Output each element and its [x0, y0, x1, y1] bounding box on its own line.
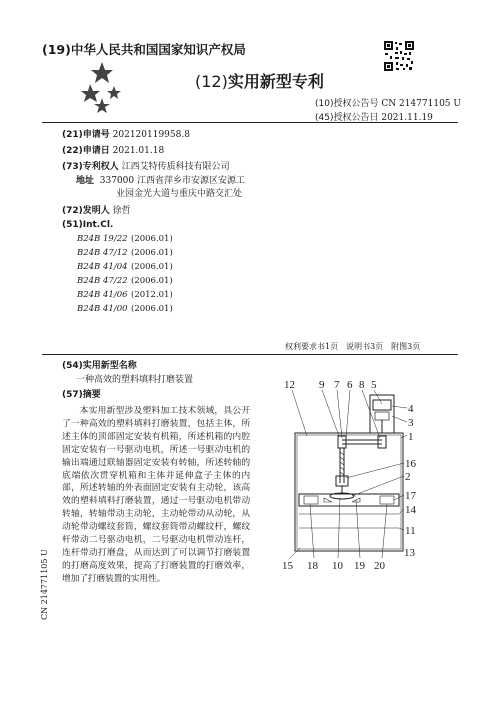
- label-8: 8: [359, 379, 365, 391]
- motor-two: [336, 476, 348, 486]
- label-19: 19: [354, 560, 365, 572]
- application-number: (21)申请号 202120119958.8: [62, 130, 190, 140]
- label-6: 6: [347, 379, 353, 391]
- application-date: (22)申请日 2021.01.18: [62, 146, 165, 156]
- side-publication-number: CN 214771105 U: [40, 549, 49, 620]
- section-rule: [42, 354, 458, 355]
- owner-address-line2: 业园金光大道与重庆中路交汇处: [116, 189, 243, 199]
- patent-owner: (73)专利权人 江西艾特传质科技有限公司: [62, 162, 230, 172]
- label-4: 4: [408, 403, 414, 415]
- owner-address: 地址 337000 江西省萍乡市安源区安源工: [76, 176, 245, 186]
- utility-model-name-label: (54)实用新型名称: [62, 361, 137, 371]
- main-body: [295, 433, 403, 551]
- label-11: 11: [405, 525, 416, 537]
- ipc-entry: B24B 41/04 (2006.01): [77, 262, 173, 272]
- drawing-svg: [262, 378, 432, 578]
- label-16: 16: [405, 458, 416, 470]
- label-13: 13: [404, 547, 415, 559]
- abstract-text: 本实用新型涉及塑料加工技术领域，具公开了一种高效的塑料填料打磨装置，包括主体，所述主体的顶部固定安装有机箱，所述机箱的内腔固定安装有一号驱动电机，所述一号驱动电机的输出端通过联轴器固定安装有转轴，所述转轴的底端依次贯穿机箱和主体并延伸盒子主体的内部，所述转轴的外表面固定安装有主动轮，该高效的塑料填料打磨装置，通过一号驱动电机带动转轴，转轴带动主动轮，主动轮带动从动轮，从动轮带动螺纹套筒，螺纹套筒带动螺纹杆，螺纹杆带动二号驱动电机，二号驱动电机带动连杆，连杆带动打磨盘，从而达到了可以调节打磨装置的打磨高度效果，提高了打磨装置的打磨效率，增加了打磨装置的实用性。: [62, 406, 250, 584]
- inventor: (72)发明人 徐哲: [62, 206, 131, 216]
- ipc-entry: B24B 41/00 (2006.01): [77, 304, 173, 314]
- pub-date-row: (45)授权公告日 2021.11.19: [315, 113, 433, 123]
- label-1: 1: [408, 431, 414, 443]
- ipc-entry: B24B 47/12 (2006.01): [77, 248, 173, 258]
- abstract-label: (57)摘要: [62, 390, 101, 400]
- pages-note: 权利要求书1页 说明书3页 附图3页: [285, 342, 421, 351]
- technical-drawing: [262, 378, 432, 582]
- utility-model-name: 一种高效的塑料填料打磨装置: [76, 375, 194, 385]
- motor-one: [373, 400, 391, 410]
- cnipa-logo: [80, 60, 124, 122]
- label-18: 18: [307, 560, 318, 572]
- label-2: 2: [405, 471, 411, 483]
- label-9: 9: [319, 379, 325, 391]
- label-15: 15: [282, 560, 293, 572]
- qr-code: [383, 40, 415, 76]
- header-rule: [42, 122, 458, 123]
- ipc-entry: B24B 19/22 (2006.01): [77, 234, 173, 244]
- label-10: 10: [332, 560, 343, 572]
- label-3: 3: [408, 417, 414, 429]
- ipc-entry: B24B 47/22 (2006.01): [77, 276, 173, 286]
- label-12: 12: [284, 379, 295, 391]
- patent-type-title: (12)实用新型专利: [195, 72, 324, 91]
- office-title: (19)中华人民共和国国家知识产权局: [42, 42, 246, 57]
- driving-wheel: [378, 436, 386, 448]
- label-17: 17: [405, 490, 416, 502]
- label-5: 5: [371, 379, 377, 391]
- label-14: 14: [405, 504, 416, 516]
- label-7: 7: [334, 379, 340, 391]
- ipc-label: (51)Int.Cl.: [62, 220, 114, 230]
- pub-number-row: (10)授权公告号 CN 214771105 U: [315, 99, 461, 109]
- ipc-entry: B24B 41/06 (2012.01): [77, 290, 173, 300]
- label-20: 20: [374, 560, 385, 572]
